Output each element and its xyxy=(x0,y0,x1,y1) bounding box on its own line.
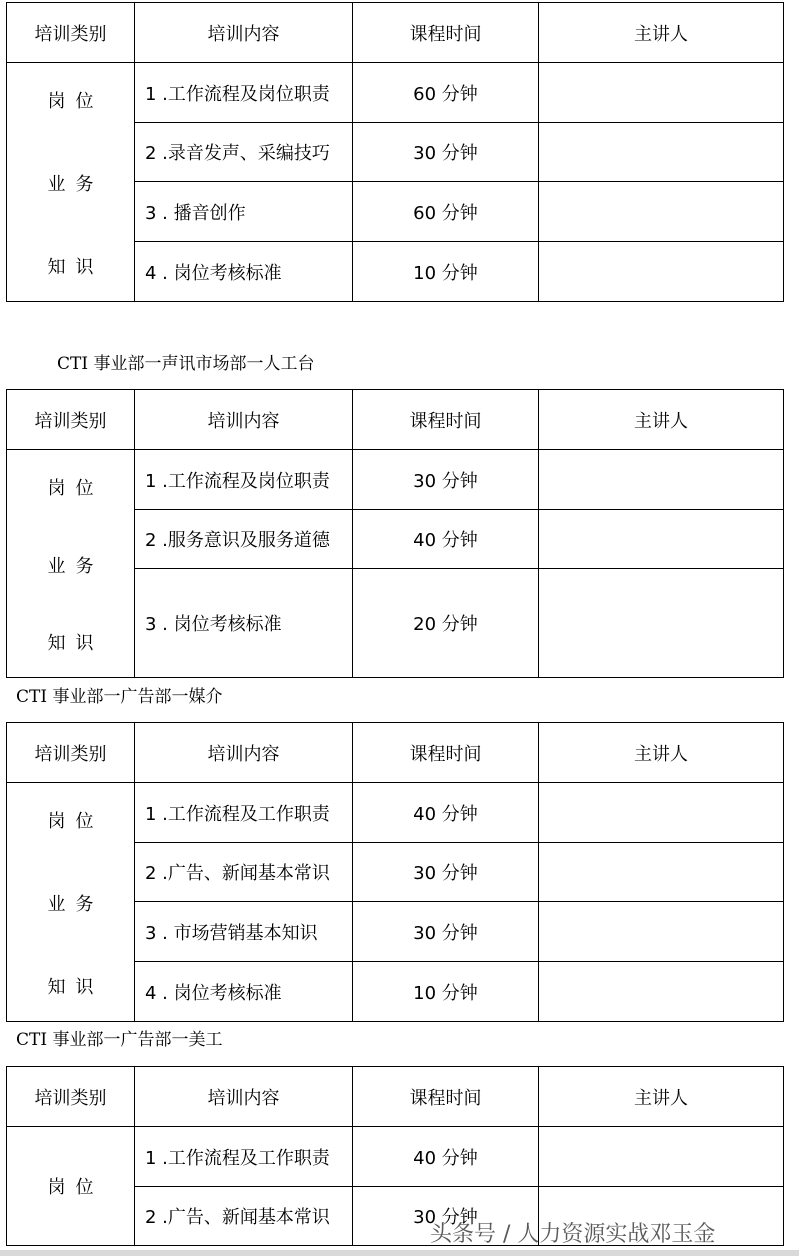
row-time: 60 分钟 xyxy=(353,63,539,123)
row-time: 30 分钟 xyxy=(353,1187,539,1246)
training-table-2 xyxy=(6,389,784,678)
header-speaker: 主讲人 xyxy=(539,3,784,63)
row-content: 1 .工作流程及工作职责 xyxy=(135,783,353,843)
header-category: 培训类别 xyxy=(7,723,135,783)
training-table-3 xyxy=(6,722,784,1022)
training-table-1 xyxy=(6,2,784,302)
category-word: 岗位 xyxy=(47,811,104,832)
row-content: 3 . 播音创作 xyxy=(135,182,353,242)
row-speaker xyxy=(539,510,784,569)
category-word: 业务 xyxy=(47,894,104,915)
row-speaker xyxy=(539,63,784,123)
category-word: 岗位 xyxy=(47,91,104,112)
header-content: 培训内容 xyxy=(135,390,353,450)
category-word: 业务 xyxy=(47,555,104,577)
header-time: 课程时间 xyxy=(353,723,539,783)
watermark: 头条号 / 人力资源实战邓玉金 xyxy=(430,1222,716,1247)
row-content: 2 .广告、新闻基本常识 xyxy=(135,843,353,902)
header-speaker: 主讲人 xyxy=(539,1067,784,1127)
row-content: 2 .广告、新闻基本常识 xyxy=(135,1187,353,1246)
row-time: 10 分钟 xyxy=(353,962,539,1022)
row-time: 10 分钟 xyxy=(353,242,539,302)
section-caption: CTI 事业部一广告部一媒介 xyxy=(16,687,223,707)
row-time: 30 分钟 xyxy=(353,902,539,962)
row-speaker xyxy=(539,902,784,962)
row-speaker xyxy=(539,962,784,1022)
header-content: 培训内容 xyxy=(135,1067,353,1127)
header-category: 培训类别 xyxy=(7,1067,135,1127)
row-speaker xyxy=(539,242,784,302)
row-content: 1 .工作流程及岗位职责 xyxy=(135,63,353,123)
header-speaker: 主讲人 xyxy=(539,723,784,783)
category-word: 岗位 xyxy=(47,478,104,499)
section-caption: CTI 事业部一广告部一美工 xyxy=(16,1030,223,1050)
section-caption: CTI 事业部一声讯市场部一人工台 xyxy=(57,354,315,374)
category-cell xyxy=(7,450,135,678)
header-content: 培训内容 xyxy=(135,723,353,783)
row-content: 2 .录音发声、采编技巧 xyxy=(135,123,353,182)
row-content: 3 . 市场营销基本知识 xyxy=(135,902,353,962)
row-time: 30 分钟 xyxy=(353,843,539,902)
header-speaker: 主讲人 xyxy=(539,390,784,450)
header-time: 课程时间 xyxy=(353,3,539,63)
bottom-strip xyxy=(0,1250,799,1256)
category-cell xyxy=(7,63,135,302)
row-time: 30 分钟 xyxy=(353,450,539,510)
header-category: 培训类别 xyxy=(7,390,135,450)
row-speaker xyxy=(539,569,784,678)
category-word: 知识 xyxy=(47,977,104,998)
category-word: 知识 xyxy=(47,633,104,654)
header-content: 培训内容 xyxy=(135,3,353,63)
row-time: 40 分钟 xyxy=(353,1127,539,1187)
row-content: 1 .工作流程及岗位职责 xyxy=(135,450,353,510)
row-time: 20 分钟 xyxy=(353,569,539,678)
header-category: 培训类别 xyxy=(7,3,135,63)
category-word: 知识 xyxy=(47,257,104,278)
category-word: 业务 xyxy=(47,174,104,195)
row-speaker xyxy=(539,182,784,242)
category-cell xyxy=(7,783,135,1022)
header-time: 课程时间 xyxy=(353,390,539,450)
row-speaker xyxy=(539,1127,784,1187)
row-time: 30 分钟 xyxy=(353,123,539,182)
row-speaker xyxy=(539,450,784,510)
row-content: 4 . 岗位考核标准 xyxy=(135,242,353,302)
row-content: 2 .服务意识及服务道德 xyxy=(135,510,353,569)
row-time: 40 分钟 xyxy=(353,510,539,569)
row-speaker xyxy=(539,783,784,843)
row-time: 60 分钟 xyxy=(353,182,539,242)
category-word: 岗位 xyxy=(47,1177,104,1198)
row-content: 1 .工作流程及工作职责 xyxy=(135,1127,353,1187)
row-speaker xyxy=(539,123,784,182)
row-content: 3 . 岗位考核标准 xyxy=(135,569,353,678)
header-time: 课程时间 xyxy=(353,1067,539,1127)
row-speaker xyxy=(539,843,784,902)
row-content: 4 . 岗位考核标准 xyxy=(135,962,353,1022)
row-time: 40 分钟 xyxy=(353,783,539,843)
category-cell xyxy=(7,1127,135,1246)
